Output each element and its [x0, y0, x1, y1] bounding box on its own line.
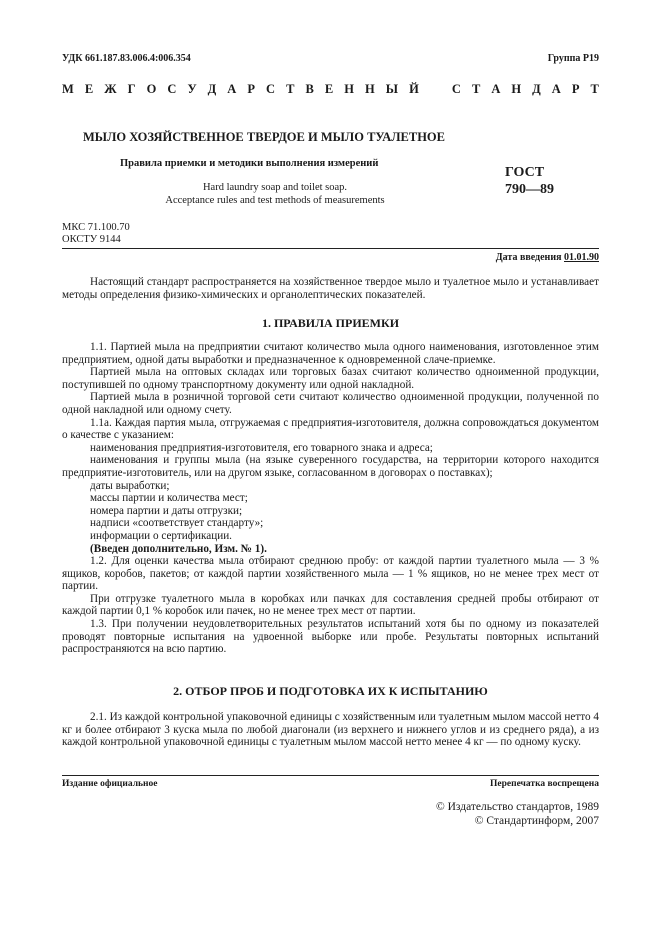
section-1-body	[62, 341, 599, 656]
paragraph: 1.1. Партией мыла на предприятии считают количество мыла одного наименования, изготовленное этим предприятием, одной даты выработки и предназначенное к одновременной слаче-приемке.	[62, 341, 599, 366]
date-value: 01.01.90	[564, 252, 599, 263]
letter: Е	[324, 82, 334, 96]
udk-code: УДК 661.187.83.006.4:006.354	[62, 53, 191, 64]
section-2-body	[62, 711, 599, 749]
letter: Ы	[385, 82, 399, 96]
intro-text	[62, 276, 599, 301]
mks-code: МКС 71.100.70	[62, 222, 130, 233]
list-item: информации о сертификации.	[90, 529, 232, 542]
intro-paragraph: Настоящий стандарт распространяется на хозяйственное твердое мыло и туалетное мыло и устанавливает методы определения физико-химических и органолептических показателей.	[62, 276, 599, 301]
list-item: номера партии и даты отгрузки;	[90, 504, 243, 517]
letter: А	[491, 82, 501, 96]
list-item: массы партии и количества мест;	[90, 492, 248, 505]
letter: Д	[207, 82, 217, 96]
standard-type-heading	[62, 82, 599, 97]
okstu-code: ОКСТУ 9144	[62, 234, 121, 245]
paragraph: 1.2. Для оценки качества мыла отбирают среднюю пробу: от каждой партии туалетного мыла — 3 % ящиков, коробов, пакетов; от каждой партии хозяйственного мыла — 1 % ящиков, но не менее трех мест от партии.	[62, 555, 599, 593]
official-edition-label: Издание официальное	[62, 779, 158, 789]
document-subtitle-ru: Правила приемки и методики выполнения измерений	[120, 158, 379, 169]
letter: Ж	[104, 82, 117, 96]
group-code: Группа Р19	[547, 53, 599, 64]
copyright-line: © Стандартинформ, 2007	[474, 815, 599, 827]
letter: Т	[471, 82, 481, 96]
letter: С	[451, 82, 461, 96]
gost-code: 790—89	[505, 182, 554, 197]
copyright-line: © Издательство стандартов, 1989	[435, 801, 599, 813]
document-subtitle-en-line1: Hard laundry soap and toilet soap.	[202, 182, 348, 193]
letter: О	[146, 82, 157, 96]
list-item: наименования и группы мыла (на языке суверенного государства, на территории которого находится предприятие-изготовитель, или на другом языке, согласованном в договорах о поставках);	[62, 454, 599, 479]
letter: Д	[532, 82, 541, 96]
header-divider	[62, 248, 599, 249]
letter: Г	[127, 82, 136, 96]
letter: С	[167, 82, 177, 96]
paragraph: 1.1а. Каждая партия мыла, отгружаемая с предприятия-изготовителя, должна сопровождаться документом о качестве с указанием:	[62, 416, 599, 442]
introduction-date	[496, 252, 599, 263]
list-item: надписи «соответствует стандарту»;	[90, 517, 264, 530]
letter: Н	[511, 82, 522, 96]
letter: А	[551, 82, 561, 96]
paragraph: 1.3. При получении неудовлетворительных результатов испытаний хотя бы по одному из показателей проводят повторные испытания на удвоенной выборке или пробе. Результаты повторных испытаний распространяются на всю партию.	[62, 618, 599, 656]
footer-divider	[62, 775, 599, 776]
list-item: наименования предприятия-изготовителя, его товарного знака и адреса;	[90, 441, 433, 454]
gost-number	[505, 164, 554, 198]
section-1-title: 1. ПРАВИЛА ПРИЕМКИ	[261, 316, 400, 330]
paragraph: Партией мыла на оптовых складах или торговых базах считают количество одноименной продукции, поступившей по одному транспортному документу или одной накладной.	[62, 366, 599, 391]
date-label: Дата введения	[495, 252, 564, 263]
letter: Н	[344, 82, 354, 96]
letter: М	[62, 82, 74, 96]
letter: Е	[84, 82, 94, 96]
letter: Т	[286, 82, 295, 96]
paragraph: При отгрузке туалетного мыла в коробках или пачках для составления средней пробы отбирают от каждой партии 0,1 % коробок или пачек, но не менее трех мест от партии.	[62, 592, 599, 618]
section-2-title: 2. ОТБОР ПРОБ И ПОДГОТОВКА ИХ К ИСПЫТАНИЮ	[173, 684, 488, 698]
classification-codes	[62, 222, 130, 246]
document-subtitle-en-line2: Acceptance rules and test methods of measurements	[165, 195, 385, 206]
list-item: даты выработки;	[90, 479, 170, 492]
letter: С	[266, 82, 276, 96]
document-title: МЫЛО ХОЗЯЙСТВЕННОЕ ТВЕРДОЕ И МЫЛО ТУАЛЕТНОЕ	[83, 130, 445, 144]
letter: Н	[364, 82, 375, 96]
gost-label: ГОСТ	[505, 165, 545, 180]
letter: У	[187, 82, 197, 96]
letter: Т	[590, 82, 599, 96]
letter: Р	[571, 82, 580, 96]
letter: Й	[409, 82, 419, 96]
letter: В	[305, 82, 314, 96]
paragraph: 2.1. Из каждой контрольной упаковочной единицы с хозяйственным или туалетным мылом массой нетто 4 кг и более отбирают 3 куска мыла по любой диагонали (из верхнего и нижнего углов и из среднего ряда), а из каждой контрольной упаковочной единицы с туалетным мылом массой нетто менее 4 кг — по одному куску.	[62, 711, 599, 749]
paragraph: Партией мыла в розничной торговой сети считают количество одноименной продукции, полученной по одной накладной или одному счету.	[62, 391, 599, 416]
reprint-prohibited-label: Перепечатка воспрещена	[489, 779, 599, 789]
amendment-note: (Введен дополнительно, Изм. № 1).	[90, 542, 267, 555]
letter: А	[227, 82, 237, 96]
letter: Р	[247, 82, 255, 96]
